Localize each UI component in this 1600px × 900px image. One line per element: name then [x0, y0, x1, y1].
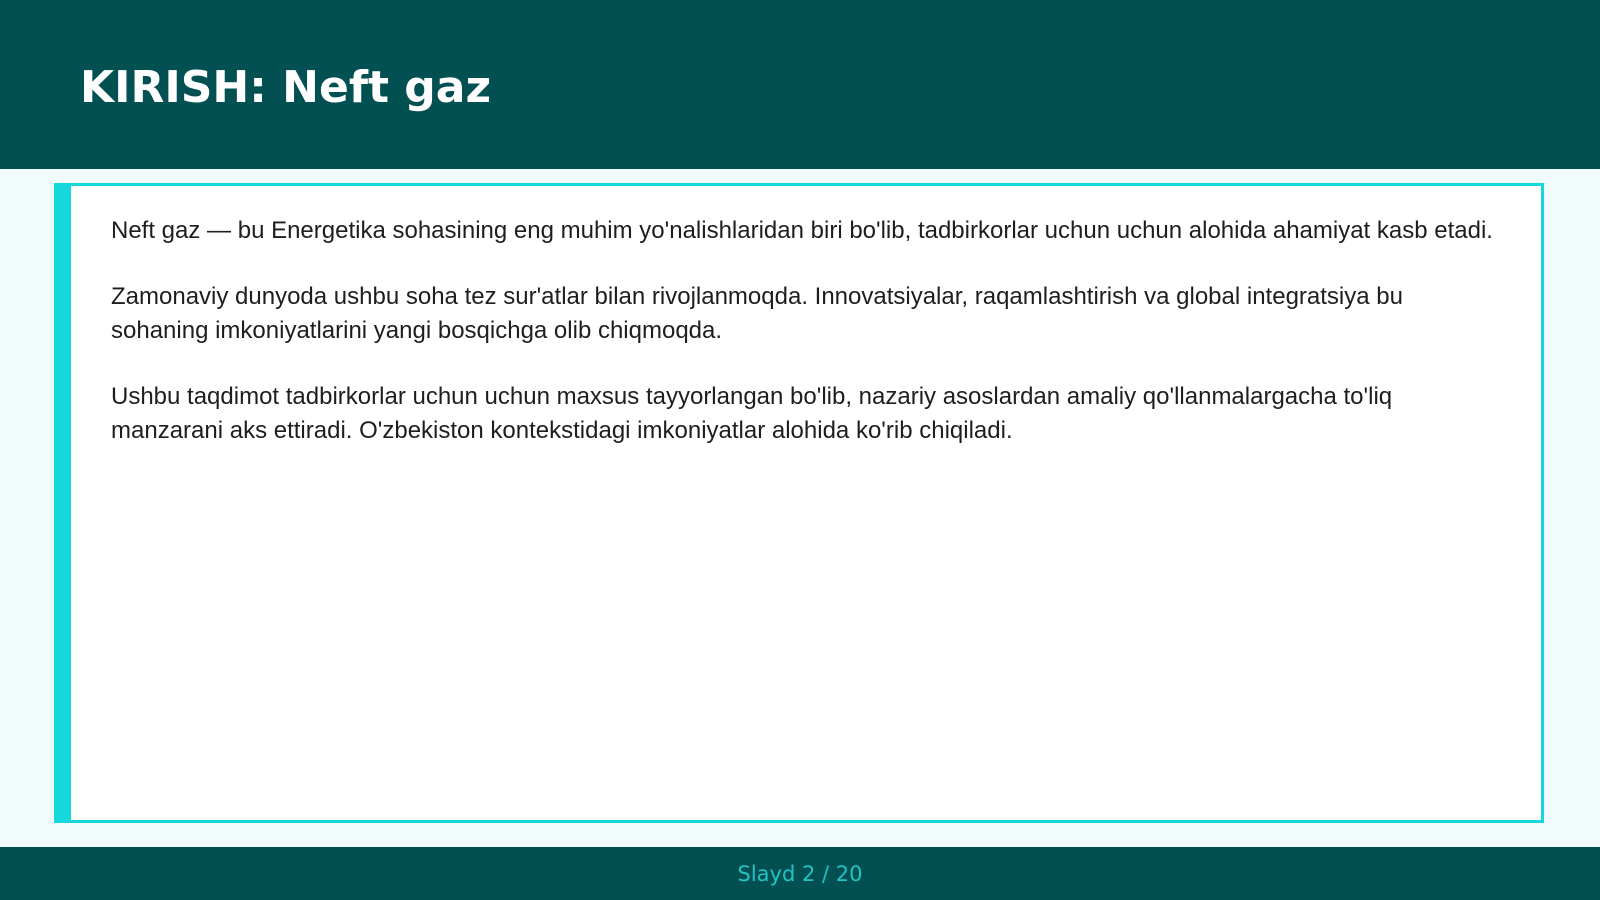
slide-footer — [0, 847, 1600, 900]
slide-counter: Slayd 2 / 20 — [737, 862, 863, 886]
slide-title: KIRISH: Neft gaz — [80, 62, 492, 113]
paragraph-intro: Neft gaz — bu Energetika sohasining eng muhim yo'nalishlaridan biri bo'lib, tadbirkorlar uchun uchun alohida ahamiyat kasb etadi. — [111, 217, 1493, 244]
slide-header — [0, 0, 1600, 169]
body-text — [111, 214, 1501, 480]
paragraph-presentation-purpose: Ushbu taqdimot tadbirkorlar uchun uchun maxsus tayyorlangan bo'lib, nazariy asoslardan amaliy qo'llanmalargacha to'liq manzarani aks ettiradi. O'zbekiston kontekstidagi imkoniyatlar alohida ko'rib chiqiladi. — [111, 383, 1393, 444]
content-panel — [54, 183, 1544, 823]
paragraph-modern-world: Zamonaviy dunyoda ushbu soha tez sur'atlar bilan rivojlanmoqda. Innovatsiyalar, raqamlashtirish va global integratsiya bu sohaning imkoniyatlarini yangi bosqichga olib chiqmoqda. — [111, 283, 1403, 344]
